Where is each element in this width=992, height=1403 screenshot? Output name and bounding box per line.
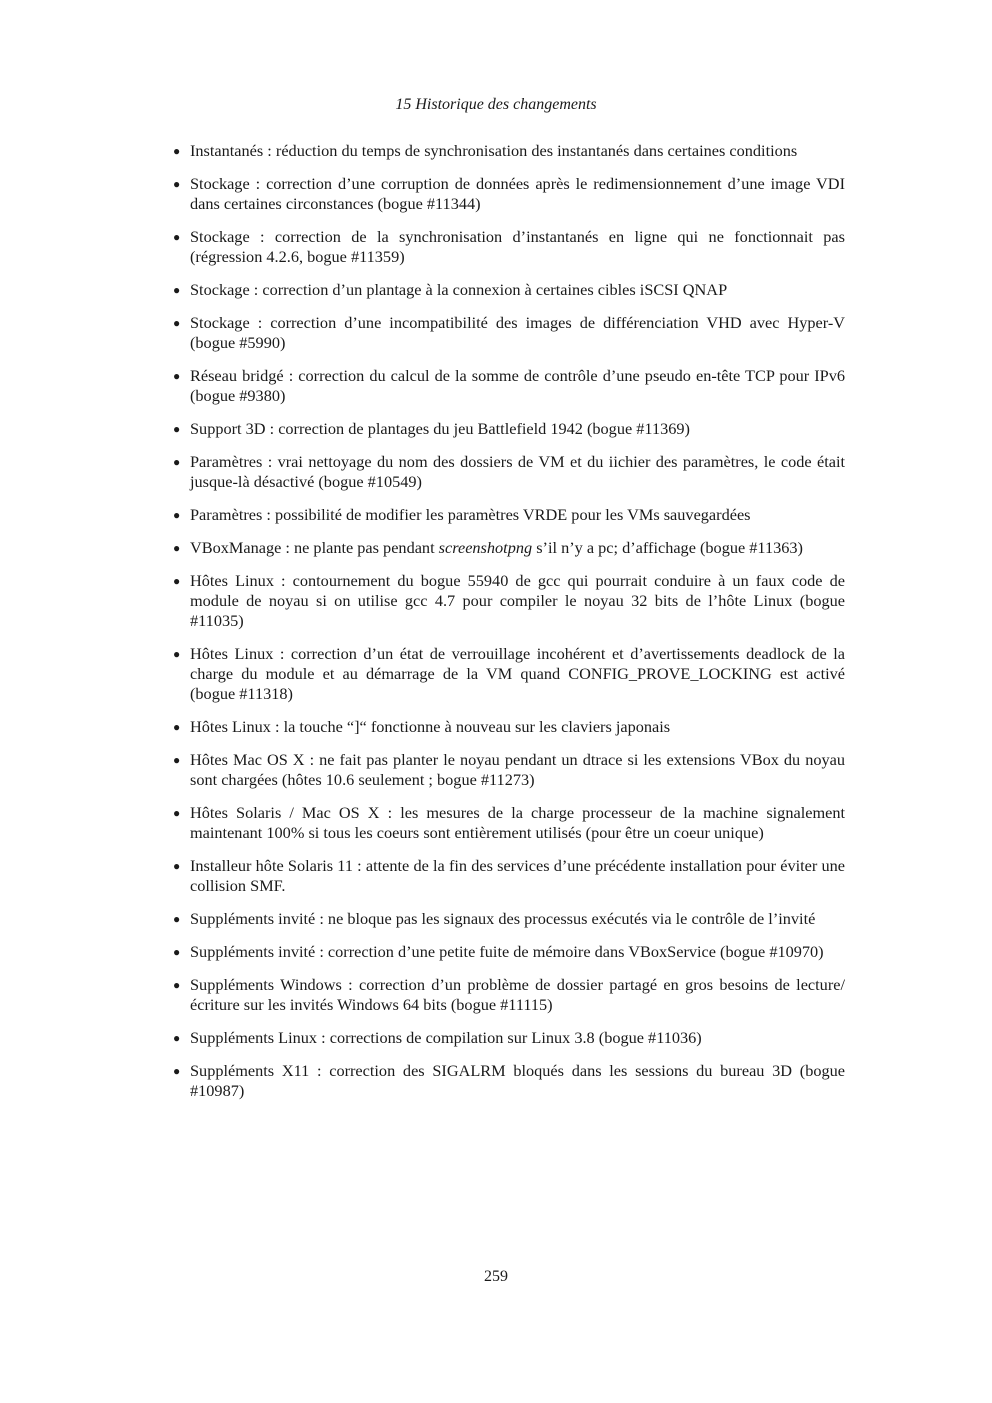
bullet-icon: ● bbox=[173, 177, 181, 191]
list-item-text: Hôtes Mac OS X : ne fait pas planter le noyau pendant un dtrace si les extensions VBox du noyau sont chargées (hôtes 10.6 seulement ; bogue #11273) bbox=[190, 750, 845, 789]
list-item bbox=[173, 313, 845, 353]
list-item-text bbox=[190, 538, 803, 557]
list-item-text: Stockage : correction de la synchronisation d’instantanés en ligne qui ne fonctionnait pas (régression 4.2.6, bogue #11359) bbox=[190, 227, 845, 266]
list-item-text: Suppléments X11 : correction des SIGALRM bloqués dans les sessions du bureau 3D (bogue #10987) bbox=[190, 1061, 845, 1100]
bullet-icon: ● bbox=[173, 422, 181, 436]
list-item bbox=[173, 227, 845, 267]
bullet-icon: ● bbox=[173, 316, 181, 330]
list-item bbox=[173, 141, 845, 161]
list-item bbox=[173, 717, 845, 737]
list-item bbox=[173, 975, 845, 1015]
list-item-text: Suppléments Linux : corrections de compilation sur Linux 3.8 (bogue #11036) bbox=[190, 1028, 702, 1047]
list-item-text: Suppléments Windows : correction d’un problème de dossier partagé en gros besoins de lecture/écriture sur les invités Windows 64 bits (bogue #11115) bbox=[190, 975, 845, 1014]
list-item-text: Hôtes Linux : la touche “]“ fonctionne à nouveau sur les claviers japonais bbox=[190, 717, 671, 736]
list-item bbox=[173, 174, 845, 214]
list-item-text: Réseau bridgé : correction du calcul de la somme de contrôle d’une pseudo en-tête TCP pour IPv6 (bogue #9380) bbox=[190, 366, 845, 405]
list-item bbox=[173, 909, 845, 929]
list-item-text: Instantanés : réduction du temps de synchronisation des instantanés dans certaines conditions bbox=[190, 141, 798, 160]
running-header: 15 Historique des changements bbox=[395, 96, 597, 113]
list-item bbox=[173, 452, 845, 492]
bullet-icon: ● bbox=[173, 720, 181, 734]
command-name: screenshotpng bbox=[438, 538, 533, 557]
bullet-icon: ● bbox=[173, 912, 181, 926]
list-item-text: Stockage : correction d’une incompatibilité des images de différenciation VHD avec Hyper-V (bogue #5990) bbox=[190, 313, 845, 352]
bullet-icon: ● bbox=[173, 541, 181, 555]
bullet-icon: ● bbox=[173, 647, 181, 661]
list-item-text: Suppléments invité : ne bloque pas les signaux des processus exécutés via le contrôle de l’invité bbox=[190, 909, 816, 928]
list-item-text: Hôtes Solaris / Mac OS X : les mesures de la charge processeur de la machine signalement maintenant 100% si tous les coeurs sont entièrement utilisés (pour être un coeur unique) bbox=[190, 803, 845, 842]
list-item-text: Installeur hôte Solaris 11 : attente de la fin des services d’une précédente installation pour éviter une collision SMF. bbox=[190, 856, 845, 895]
bullet-icon: ● bbox=[173, 859, 181, 873]
bullet-icon: ● bbox=[173, 1031, 181, 1045]
bullet-icon: ● bbox=[173, 230, 181, 244]
list-item bbox=[173, 644, 845, 704]
list-item bbox=[173, 366, 845, 406]
list-item bbox=[173, 803, 845, 843]
bullet-icon: ● bbox=[173, 455, 181, 469]
list-item bbox=[173, 942, 845, 962]
bullet-icon: ● bbox=[173, 369, 181, 383]
list-item-text-part: s’il n’y a pc; d’affichage (bogue #11363) bbox=[532, 538, 803, 557]
bullet-icon: ● bbox=[173, 753, 181, 767]
list-item-text: Hôtes Linux : contournement du bogue 55940 de gcc qui pourrait conduire à un faux code de module de noyau si on utilise gcc 4.7 pour compiler le noyau 32 bits de l’hôte Linux (bogue #11035) bbox=[190, 571, 845, 630]
page-number: 259 bbox=[484, 1268, 508, 1285]
bullet-icon: ● bbox=[173, 508, 181, 522]
list-item bbox=[173, 1061, 845, 1101]
list-item-text: Paramètres : possibilité de modifier les paramètres VRDE pour les VMs sauvegardées bbox=[190, 505, 751, 524]
bullet-icon: ● bbox=[173, 978, 181, 992]
list-item-text: Paramètres : vrai nettoyage du nom des dossiers de VM et du iichier des paramètres, le code était jusque-là désactivé (bogue #10549) bbox=[190, 452, 845, 491]
list-item bbox=[173, 571, 845, 631]
bullet-icon: ● bbox=[173, 283, 181, 297]
list-item bbox=[173, 419, 845, 439]
list-item bbox=[173, 1028, 845, 1048]
list-item bbox=[173, 280, 845, 300]
list-item bbox=[173, 505, 845, 525]
changelog-list bbox=[173, 141, 845, 1114]
list-item-text: Stockage : correction d’un plantage à la connexion à certaines cibles iSCSI QNAP bbox=[190, 280, 728, 299]
list-item bbox=[173, 856, 845, 896]
list-item-text-part: VBoxManage : ne plante pas pendant bbox=[190, 538, 439, 557]
bullet-icon: ● bbox=[173, 945, 181, 959]
list-item bbox=[173, 750, 845, 790]
bullet-icon: ● bbox=[173, 1064, 181, 1078]
list-item-text: Support 3D : correction de plantages du jeu Battlefield 1942 (bogue #11369) bbox=[190, 419, 690, 438]
bullet-icon: ● bbox=[173, 144, 181, 158]
list-item-text: Stockage : correction d’une corruption de données après le redimensionnement d’une image VDI dans certaines circonstances (bogue #11344) bbox=[190, 174, 845, 213]
list-item bbox=[173, 538, 845, 558]
list-item-text: Suppléments invité : correction d’une petite fuite de mémoire dans VBoxService (bogue #10970) bbox=[190, 942, 824, 961]
bullet-icon: ● bbox=[173, 806, 181, 820]
bullet-icon: ● bbox=[173, 574, 181, 588]
list-item-text: Hôtes Linux : correction d’un état de verrouillage incohérent et d’avertissements deadlock de la charge du module et au démarrage de la VM quand CONFIG_PROVE_LOCKING est activé (bogue #11318) bbox=[190, 644, 845, 703]
